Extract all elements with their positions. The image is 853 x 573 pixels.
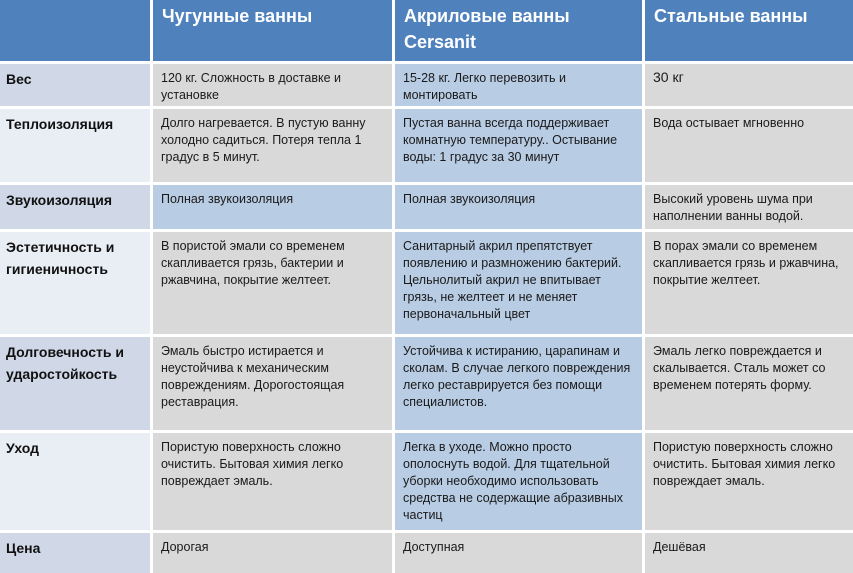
cell-sound-steel: Высокий уровень шума при наполнении ванны водой. [645, 185, 853, 229]
cell-care-cast-iron: Пористую поверхность сложно очистить. Бытовая химия легко повреждает эмаль. [153, 433, 392, 530]
row-label-weight: Вес [0, 64, 150, 106]
cell-sound-acrylic: Полная звукоизоляция [395, 185, 642, 229]
cell-care-steel: Пористую поверхность сложно очистить. Бытовая химия легко повреждает эмаль. [645, 433, 853, 530]
cell-weight-acrylic: 15-28 кг. Легко перевозить и монтировать [395, 64, 642, 106]
cell-weight-steel: 30 кг [645, 64, 853, 106]
cell-sound-cast-iron: Полная звукоизоляция [153, 185, 392, 229]
row-label-thermal: Теплоизоляция [0, 109, 150, 182]
cell-hygiene-steel: В порах эмали со временем скапливается грязь и ржавчина, покрытие желтеет. [645, 232, 853, 334]
row-label-hygiene: Эстетичность и гигиеничность [0, 232, 150, 334]
cell-care-acrylic: Легка в уходе. Можно просто ополоснуть водой. Для тщательной уборки необходимо использовать средства не содержащие абразивных частиц [395, 433, 642, 530]
cell-weight-cast-iron: 120 кг. Сложность в доставке и установке [153, 64, 392, 106]
row-label-price: Цена [0, 533, 150, 573]
header-cast-iron: Чугунные ванны [153, 0, 392, 61]
cell-thermal-steel: Вода остывает мгновенно [645, 109, 853, 182]
row-label-sound: Звукоизоляция [0, 185, 150, 229]
cell-hygiene-acrylic: Санитарный акрил препятствует появлению и размножению бактерий. Цельнолитый акрил не впитывает грязь, не желтеет и не меняет первоначальный цвет [395, 232, 642, 334]
cell-price-cast-iron: Дорогая [153, 533, 392, 573]
row-label-durability: Долговечность и ударостойкость [0, 337, 150, 430]
cell-price-steel: Дешёвая [645, 533, 853, 573]
cell-durability-cast-iron: Эмаль быстро истирается и неустойчива к механическим повреждениям. Дорогостоящая реставрация. [153, 337, 392, 430]
header-corner-cell [0, 0, 150, 61]
cell-thermal-acrylic: Пустая ванна всегда поддерживает комнатную температуру.. Остывание воды: 1 градус за 30 минут [395, 109, 642, 182]
cell-thermal-cast-iron: Долго нагревается. В пустую ванну холодно садиться. Потеря тепла 1 градус в 5 минут. [153, 109, 392, 182]
cell-durability-acrylic: Устойчива к истиранию, царапинам и сколам. В случае легкого повреждения легко реставрируется без помощи специалистов. [395, 337, 642, 430]
cell-price-acrylic: Доступная [395, 533, 642, 573]
header-acrylic: Акриловые ванны Cersanit [395, 0, 642, 61]
row-label-care: Уход [0, 433, 150, 530]
cell-hygiene-cast-iron: В пористой эмали со временем скапливается грязь, бактерии и ржавчина, покрытие желтеет. [153, 232, 392, 334]
header-steel: Стальные ванны [645, 0, 853, 61]
cell-durability-steel: Эмаль легко повреждается и скалывается. Сталь может со временем потерять форму. [645, 337, 853, 430]
